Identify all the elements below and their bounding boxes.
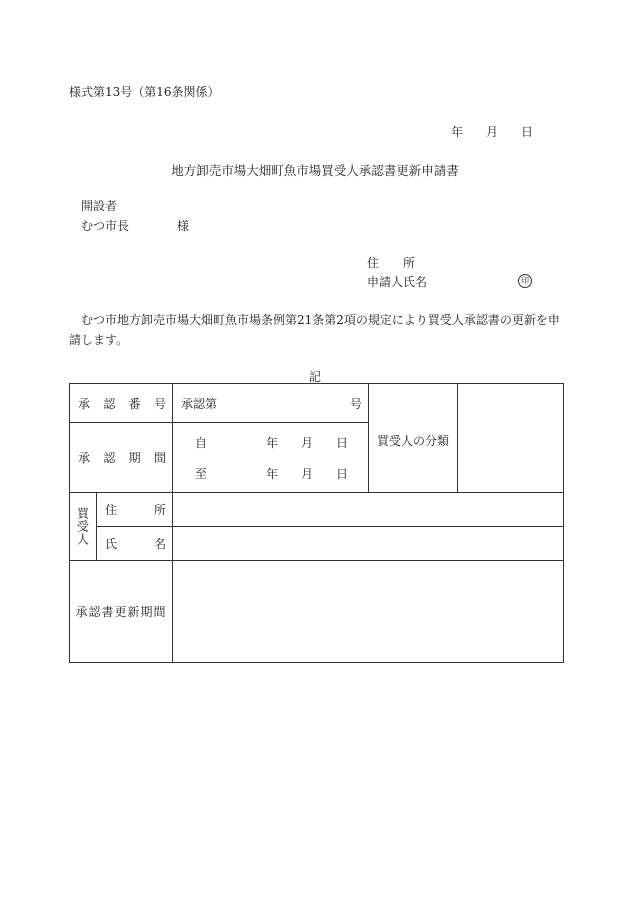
- classification-value-cell: [458, 384, 564, 493]
- period-from-row: [173, 434, 368, 451]
- period-from-day: 日: [336, 435, 349, 450]
- buyer-label: 買受人: [75, 507, 90, 546]
- period-to-row: [173, 465, 368, 482]
- period-from-label: 自: [195, 435, 208, 450]
- period-from-year: 年: [266, 435, 279, 450]
- buyer-address-label-cell: [97, 493, 173, 527]
- period-from-month: 月: [301, 435, 314, 450]
- approval-period-label: 承 認 期 間: [78, 451, 166, 465]
- buyer-address-label: 住 所: [105, 503, 166, 517]
- date-day-label: 日: [521, 125, 534, 139]
- approval-period-cell: [173, 423, 369, 493]
- body-text: むつ市地方卸売市場大畑町魚市場条例第21条第2項の規定により買受人承認書の更新を申請します。: [69, 313, 560, 347]
- classification-label: 買受人の分類: [376, 434, 449, 448]
- applicant-address-label: 住 所: [367, 256, 416, 270]
- renewal-period-value: [173, 561, 564, 663]
- addressee-line1: 開設者: [81, 199, 118, 213]
- buyer-name-label: 氏 名: [105, 537, 166, 551]
- approval-prefix: 承認第: [181, 396, 218, 411]
- buyer-name-label-cell: [97, 527, 173, 561]
- ki-label: 記: [308, 370, 321, 384]
- period-to-day: 日: [336, 466, 349, 481]
- renewal-period-label-cell: [70, 561, 173, 663]
- buyer-address-value: [173, 493, 564, 527]
- approval-number-cell: [173, 384, 369, 423]
- approval-suffix: 号: [349, 396, 362, 411]
- date-month-label: 月: [486, 125, 499, 139]
- applicant-name-label: 申請人氏名: [367, 275, 428, 289]
- date-year-label: 年: [451, 125, 464, 139]
- period-to-month: 月: [301, 466, 314, 481]
- approval-number-label-cell: [70, 384, 173, 423]
- buyer-label-cell: [70, 493, 97, 561]
- classification-label-cell: [369, 384, 458, 493]
- addressee-honorific: 様: [177, 219, 190, 233]
- document-title: 地方卸売市場大畑町魚市場買受人承認書更新申請書: [171, 163, 459, 178]
- seal-mark-icon: 印: [518, 274, 532, 288]
- period-to-year: 年: [266, 466, 279, 481]
- form-number: 様式第13号（第16条関係）: [69, 85, 220, 99]
- buyer-name-value: [173, 527, 564, 561]
- application-table: [69, 383, 564, 663]
- addressee-line2: むつ市長: [81, 219, 130, 233]
- approval-period-label-cell: [70, 423, 173, 493]
- approval-number-label: 承 認 番 号: [78, 396, 166, 411]
- renewal-period-label: 承認書更新期間: [75, 605, 167, 619]
- period-to-label: 至: [195, 466, 208, 481]
